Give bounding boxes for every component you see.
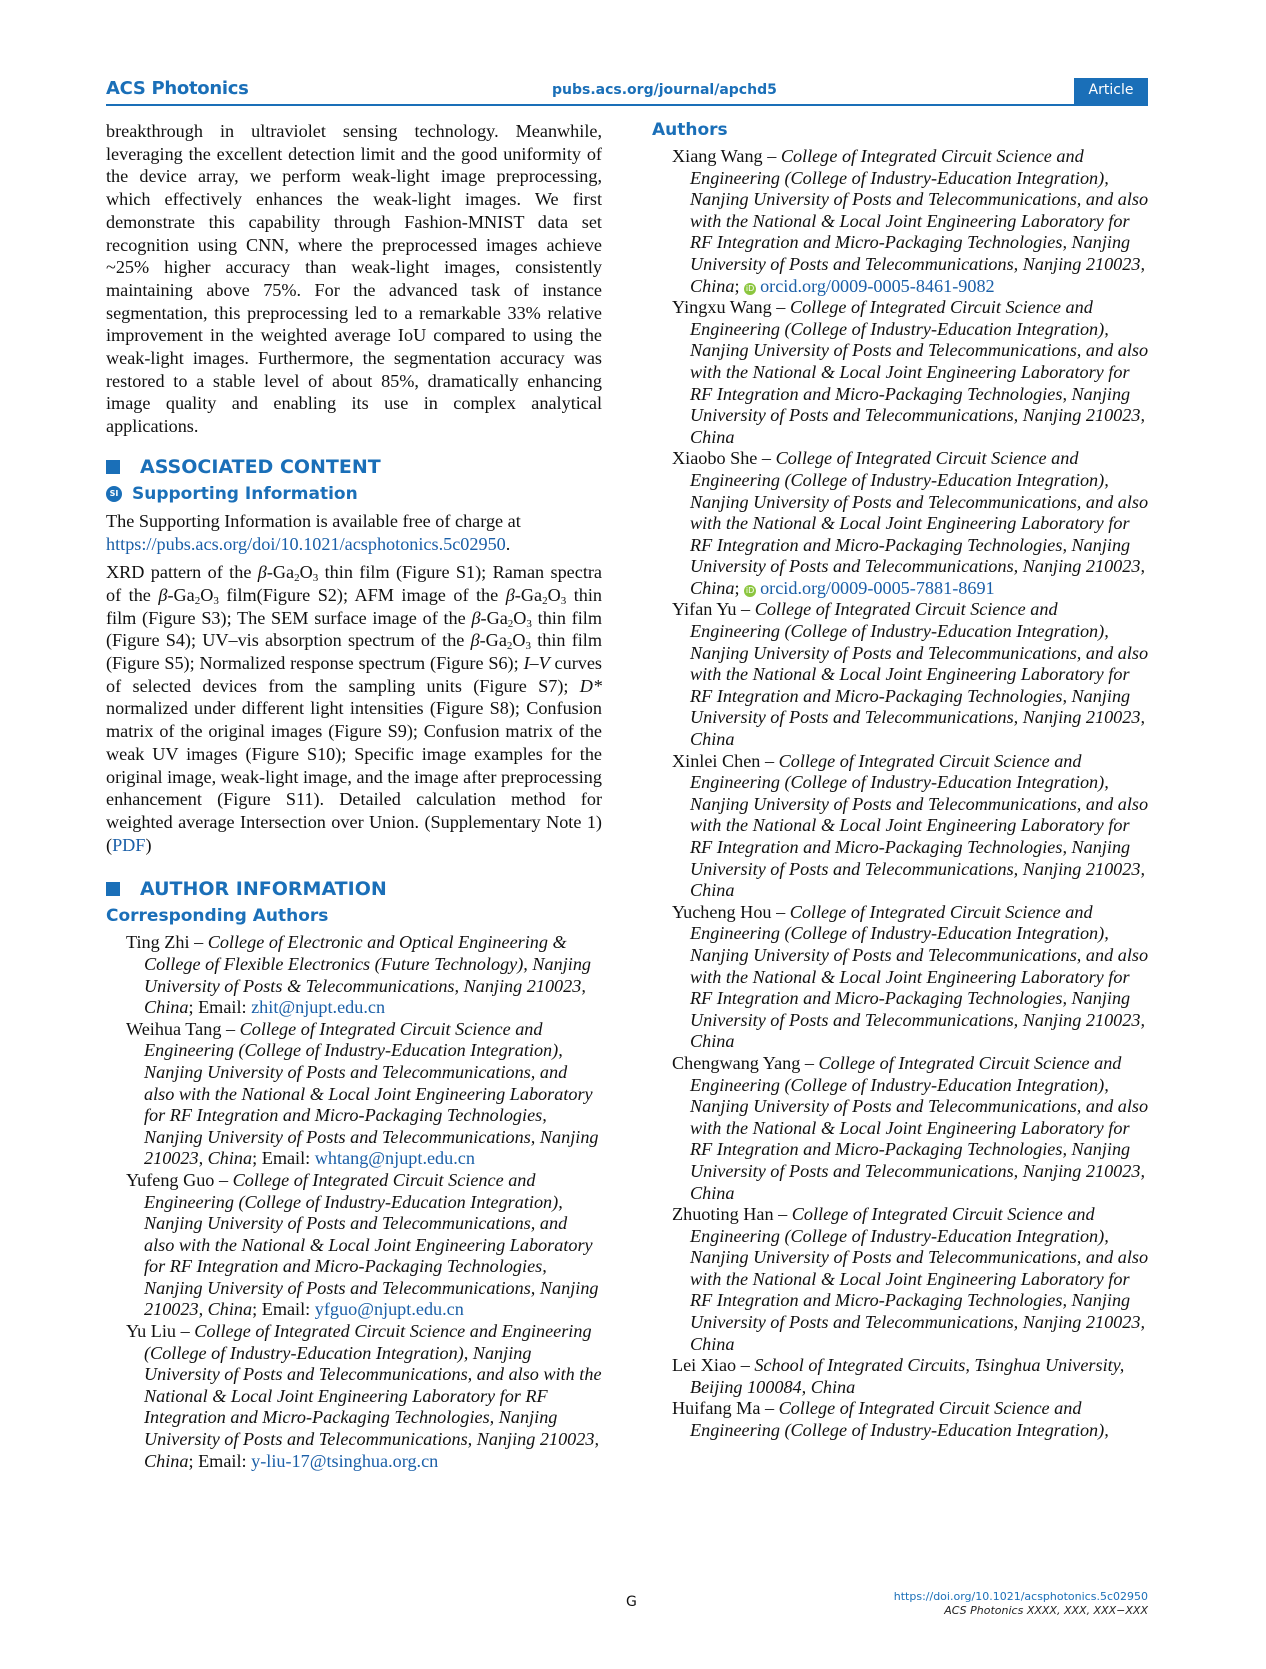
desc-text: film(Figure S2); AFM image of the <box>218 584 506 605</box>
email-label: ; Email: <box>252 1148 315 1169</box>
chem-ga: -Ga <box>167 584 195 605</box>
separator: ; <box>734 577 745 598</box>
footer-doi-link[interactable]: https://doi.org/10.1021/acsphotonics.5c02950 <box>893 1590 1148 1603</box>
page-header <box>106 78 1148 106</box>
author-name: Yifan Yu <box>672 599 737 620</box>
orcid-link[interactable]: orcid.org/0009-0005-7881-8691 <box>760 577 995 598</box>
author-affiliation: College of Integrated Circuit Science and Engineering (College of Industry-Education Integration), Nanjing University of Posts and Telecommunications, and also with the National & Local Joint Engineering Laboratory for RF Integration and Micro-Packaging Technologies, Nanjing University of Posts and Telecommunications, Nanjing 210023, China <box>690 1204 1149 1354</box>
dstar-symbol: D* <box>579 675 602 696</box>
author-entry <box>672 902 1152 1053</box>
author-affiliation: College of Integrated Circuit Science and Engineering (College of Industry-Education Integration), Nanjing University of Posts and Telecommunications, and also with the National & Local Joint Engineering Laboratory for RF Integration and Micro-Packaging Technologies, Nanjing University of Posts and Telecommunications, Nanjing 210023, China <box>690 901 1149 1052</box>
email-link[interactable]: yfguo@njupt.edu.cn <box>314 1299 464 1320</box>
period: . <box>505 533 511 554</box>
author-name: Zhuoting Han <box>672 1204 774 1225</box>
author-information-title: AUTHOR INFORMATION <box>140 878 387 901</box>
corresponding-author <box>126 1170 602 1321</box>
author-entry <box>672 599 1152 750</box>
chem-o: O <box>512 630 526 651</box>
orcid-link[interactable]: orcid.org/0009-0005-8461-9082 <box>760 275 995 296</box>
si-description <box>106 561 602 856</box>
dash: – <box>736 599 755 620</box>
subscript-3: 3 <box>560 594 567 607</box>
author-affiliation: College of Integrated Circuit Science and Engineering (College of Industry-Education Integration), Nanjing University of Posts and Telecommunications, and also with the National & Local Joint Engineering Laboratory for RF Integration and Micro-Packaging Technologies, Nanjing University of Posts and Telecommunications, Nanjing 210023, China <box>690 750 1149 901</box>
chem-ga: -Ga <box>514 584 543 605</box>
email-link[interactable]: y-liu-17@tsinghua.org.cn <box>251 1450 439 1471</box>
author-affiliation: College of Integrated Circuit Science and Engineering (College of Industry-Education Integration), Nanjing University of Posts and Telecommunications, and also with the National & Local Joint Engineering Laboratory for RF Integration and Micro-Packaging Technologies, Nanjing University of Posts and Telecommunications, Nanjing 210023, China <box>690 599 1149 750</box>
author-name: Yucheng Hou <box>672 901 772 922</box>
author-name: Xinlei Chen <box>672 750 761 771</box>
subscript-2: 2 <box>542 594 548 607</box>
author-name: Ting Zhi <box>126 932 190 953</box>
dash: – <box>760 1398 779 1419</box>
author-entry <box>672 1398 1152 1441</box>
si-doi-link[interactable]: https://pubs.acs.org/doi/10.1021/acsphotonics.5c02950 <box>106 533 506 554</box>
chem-ga: -Ga <box>479 630 507 651</box>
dash: – <box>757 448 776 469</box>
dash: – <box>221 1018 240 1039</box>
beta-symbol: β <box>257 562 267 583</box>
author-entry <box>672 146 1152 297</box>
journal-name: ACS Photonics <box>106 78 249 99</box>
author-name: Chengwang Yang <box>672 1052 801 1073</box>
desc-text: thin film (Figure S5); Normalized response spectrum (Figure S6); <box>106 630 603 674</box>
dash: – <box>771 297 790 318</box>
author-name: Yingxu Wang <box>672 297 772 318</box>
section-square-icon <box>106 882 120 896</box>
dash: – <box>773 1204 792 1225</box>
associated-content-heading <box>106 456 602 478</box>
chem-o: O <box>547 584 561 605</box>
authors-list <box>672 146 1152 1442</box>
corresponding-authors-list <box>126 932 602 1472</box>
supporting-info-title: Supporting Information <box>132 483 358 504</box>
author-entry <box>672 751 1152 902</box>
author-entry <box>672 1204 1152 1355</box>
author-affiliation: College of Integrated Circuit Science and Engineering (College of Industry-Education Integration), Nanjing University of Posts and Telecommunications, and also with the National & Local Joint Engineering Laboratory for RF Integration and Micro-Packaging Technologies, Nanjing University of Posts and Telecommunications, Nanjing 210023, China <box>144 1169 599 1320</box>
corresponding-author <box>126 932 602 1018</box>
intro-paragraph: breakthrough in ultraviolet sensing technology. Meanwhile, leveraging the excellent detection limit and the good uniformity of the device array, we perform weak-light image preprocessing, which effectively enhances the weak-light images. We first demonstrate this capability through Fashion-MNIST data set recognition using CNN, where the preprocessed images achieve ~25% higher accuracy than weak-light images, consistently maintaining above 75%. For the advanced task of instance segmentation, this preprocessing led to a remarkable 33% relative improvement in the weighted average IoU compared to using the weak-light images. Furthermore, the segmentation accuracy was restored to a stable level of about 85%, dramatically enhancing image quality and enabling its use in complex analytical applications. <box>106 121 602 437</box>
desc-text: XRD pattern of the <box>106 562 258 583</box>
dash: – <box>762 146 781 166</box>
left-column <box>106 120 602 1472</box>
beta-symbol: β <box>471 607 481 628</box>
author-name: Yufeng Guo <box>126 1169 215 1190</box>
desc-text: thin film (Figure S1); Raman spectra of the <box>106 562 602 605</box>
subscript-3: 3 <box>525 640 532 653</box>
email-link[interactable]: whtang@njupt.edu.cn <box>314 1148 475 1169</box>
orcid-icon: iD <box>745 585 755 595</box>
dash: – <box>760 750 779 771</box>
author-affiliation: School of Integrated Circuits, Tsinghua University, Beijing 100084, China <box>690 1355 1125 1397</box>
subscript-2: 2 <box>294 572 300 585</box>
si-availability <box>106 510 602 555</box>
corresponding-authors-heading: Corresponding Authors <box>106 906 329 927</box>
author-name: Xiang Wang <box>672 146 763 166</box>
article-type-badge: Article <box>1074 78 1148 104</box>
author-affiliation: College of Integrated Circuit Science and Engineering (College of Industry-Education Integration), Nanjing University of Posts and Telecommunications, and also with the National & Local Joint Engineering Laboratory for RF Integration and Micro-Packaging Technologies, Nanjing University of Posts and Telecommunications, Nanjing 210023, China <box>144 1321 602 1471</box>
author-affiliation: College of Integrated Circuit Science and Engineering (College of Industry-Education Integration), <box>690 1398 1109 1441</box>
corresponding-author <box>126 1321 602 1472</box>
author-affiliation: College of Integrated Circuit Science and Engineering (College of Industry-Education Integration), Nanjing University of Posts and Telecommunications, and also with the National & Local Joint Engineering Laboratory for RF Integration and Micro-Packaging Technologies, Nanjing University of Posts and Telecommunications, Nanjing 210023, China <box>690 1052 1149 1203</box>
subscript-3: 3 <box>312 572 319 585</box>
iv-symbol: I–V <box>523 653 550 674</box>
email-link[interactable]: zhit@njupt.edu.cn <box>251 997 386 1018</box>
subscript-2: 2 <box>194 594 201 607</box>
desc-text: thin film (Figure S3); The SEM surface image of the <box>106 584 602 628</box>
footer-citation: ACS Photonics XXXX, XXX, XXX−XXX <box>944 1604 1148 1617</box>
subscript-2: 2 <box>507 617 514 630</box>
author-name: Yu Liu <box>126 1321 177 1342</box>
authors-heading: Authors <box>652 120 728 140</box>
author-name: Huifang Ma <box>672 1398 761 1419</box>
subscript-2: 2 <box>506 640 513 653</box>
si-availability-text: The Supporting Information is available free of charge at <box>106 510 521 531</box>
supporting-info-heading <box>106 484 602 504</box>
chem-o: O <box>299 562 313 583</box>
desc-text: ) <box>145 834 152 855</box>
pdf-link[interactable]: PDF <box>112 834 146 855</box>
author-affiliation: College of Integrated Circuit Science and Engineering (College of Industry-Education Integration), Nanjing University of Posts and Telecommunications, and also with the National & Local Joint Engineering Laboratory for RF Integration and Micro-Packaging Technologies, Nanjing University of Posts and Telecommunications, Nanjing 210023, China <box>690 448 1149 598</box>
associated-content-title: ASSOCIATED CONTENT <box>140 455 381 478</box>
author-name: Lei Xiao <box>672 1355 737 1376</box>
author-name: Weihua Tang <box>126 1018 222 1039</box>
author-information-heading <box>106 878 602 900</box>
email-label: ; Email: <box>188 997 252 1018</box>
right-column <box>652 120 1152 1442</box>
desc-text: curves of selected devices from the sampling units (Figure S7); <box>106 653 603 696</box>
desc-text: normalized under different light intensities (Figure S8); Confusion matrix of the original images (Figure S9); Confusion matrix of the weak UV images (Figure S10); Specific image examples for the original image, weak-light image, and the image after preprocessing enhancement (Figure S11). Detailed calculation method for weighted average Intersection over Union. (Supplementary Note 1) ( <box>106 698 602 855</box>
author-affiliation: College of Integrated Circuit Science and Engineering (College of Industry-Education Integration), Nanjing University of Posts and Telecommunications, and also with the National & Local Joint Engineering Laboratory for RF Integration and Micro-Packaging Technologies, Nanjing University of Posts and Telecommunications, Nanjing 210023, China <box>690 146 1149 296</box>
journal-url-link[interactable]: pubs.acs.org/journal/apchd5 <box>552 82 777 98</box>
author-entry <box>672 448 1152 599</box>
email-label: ; Email: <box>188 1450 252 1471</box>
chem-o: O <box>513 607 527 628</box>
separator: ; <box>734 275 745 296</box>
author-affiliation: College of Electronic and Optical Engineering & College of Flexible Electronics (Future Technology), Nanjing University of Posts & Telecommunications, Nanjing 210023, China <box>144 932 592 1018</box>
dash: – <box>176 1321 195 1342</box>
subscript-3: 3 <box>526 617 532 630</box>
author-affiliation: College of Integrated Circuit Science and Engineering (College of Industry-Education Integration), Nanjing University of Posts and Telecommunications, and also with the National & Local Joint Engineering Laboratory for RF Integration and Micro-Packaging Technologies, Nanjing University of Posts and Telecommunications, Nanjing 210023, China <box>690 297 1149 447</box>
dash: – <box>214 1169 233 1190</box>
author-affiliation: College of Integrated Circuit Science and Engineering (College of Industry-Education Integration), Nanjing University of Posts and Telecommunications, and also with the National & Local Joint Engineering Laboratory for RF Integration and Micro-Packaging Technologies, Nanjing University of Posts and Telecommunications, Nanjing 210023, China <box>144 1018 599 1169</box>
dash: – <box>800 1052 819 1073</box>
chem-o: O <box>200 584 214 605</box>
dash: – <box>736 1355 755 1376</box>
dash: – <box>189 932 208 953</box>
subscript-3: 3 <box>213 594 219 607</box>
email-label: ; Email: <box>252 1299 315 1320</box>
orcid-icon: iD <box>745 283 755 293</box>
beta-symbol: β <box>470 630 480 651</box>
corresponding-author <box>126 1019 602 1170</box>
dash: – <box>771 901 790 922</box>
author-entry <box>672 297 1152 448</box>
author-name: Xiaobo She <box>672 448 758 469</box>
supporting-info-icon: SI <box>106 486 122 502</box>
chem-ga: -Ga <box>266 562 295 583</box>
beta-symbol: β <box>505 584 515 605</box>
page-number: G <box>626 1594 637 1610</box>
section-square-icon <box>106 460 120 474</box>
author-entry <box>672 1053 1152 1204</box>
chem-ga: -Ga <box>480 607 508 628</box>
beta-symbol: β <box>158 584 168 605</box>
desc-text: thin film (Figure S4); UV–vis absorption spectrum of the <box>106 607 602 651</box>
author-entry <box>672 1355 1152 1398</box>
